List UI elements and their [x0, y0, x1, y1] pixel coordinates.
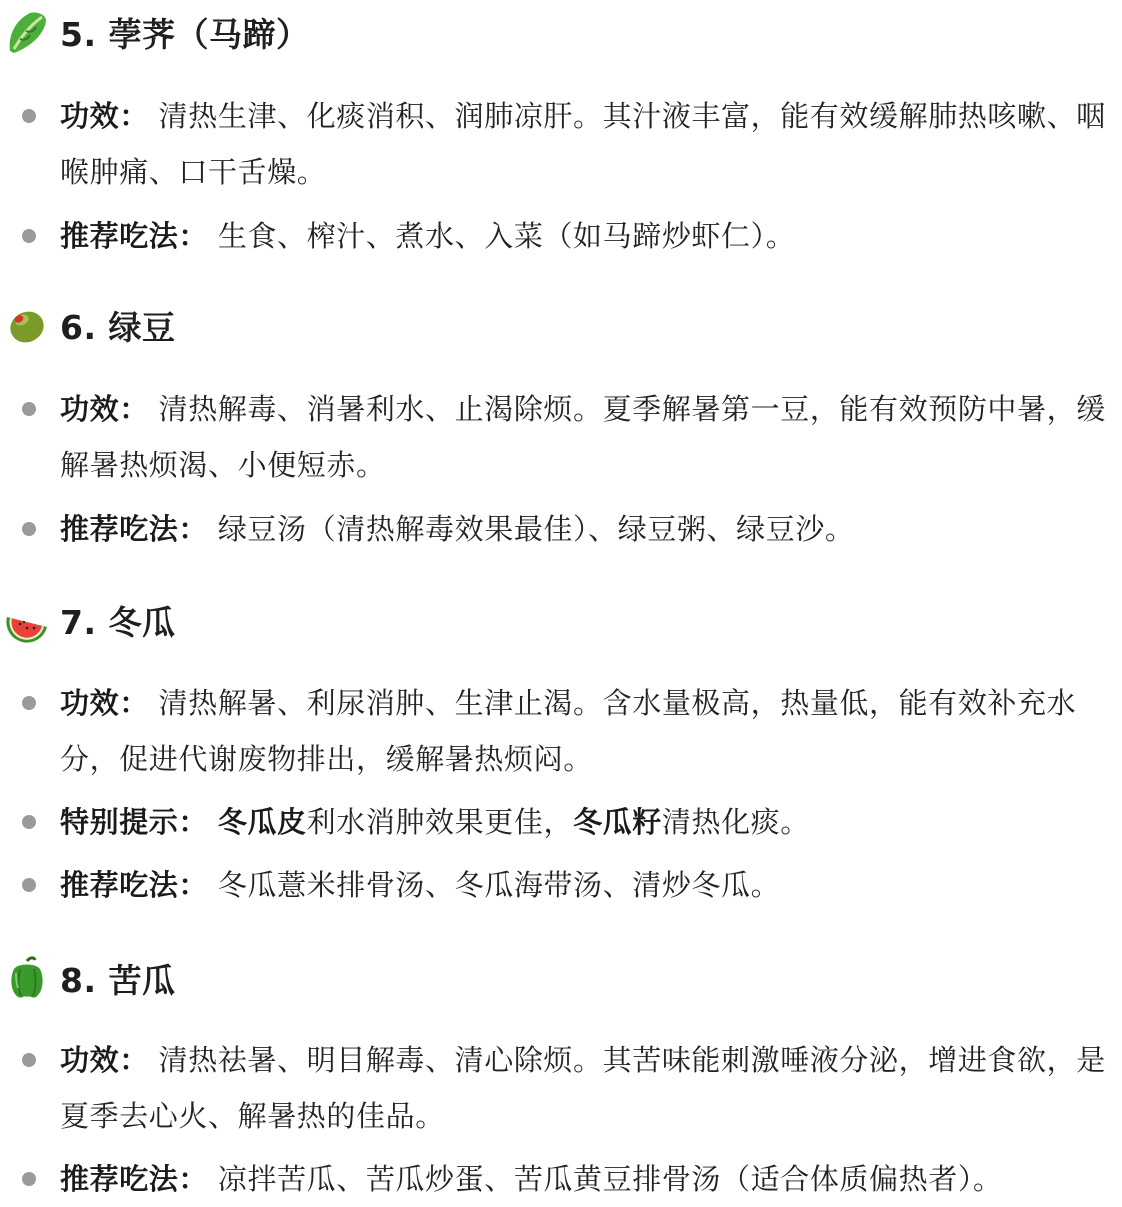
item-text	[60, 88, 1114, 200]
section-title: 7. 冬瓜	[60, 602, 176, 642]
item-text	[60, 501, 1114, 557]
item-label: 推荐吃法：	[60, 512, 209, 546]
section-heading	[0, 6, 310, 58]
item-body-lead	[208, 805, 218, 839]
item-label: 功效：	[60, 1043, 149, 1077]
bullet-dot	[22, 109, 36, 123]
item-text	[60, 857, 1114, 913]
bullet-dot	[22, 878, 36, 892]
bullet-dot	[22, 522, 36, 536]
item-body: 清热生津、化痰消积、润肺凉肝。其汁液丰富，能有效缓解肺热咳嗽、咽喉肿痛、口干舌燥。	[60, 99, 1106, 189]
watermelon-icon	[4, 597, 50, 643]
item-body-bold: 冬瓜皮	[217, 805, 307, 839]
item-label: 推荐吃法：	[60, 219, 209, 253]
item-label: 功效：	[60, 99, 149, 133]
item-text	[60, 208, 1114, 264]
bell-pepper-icon	[4, 955, 50, 1001]
item-text	[60, 1032, 1114, 1144]
item-body: 清热祛暑、明目解毒、清心除烦。其苦味能刺激唾液分泌，增进食欲，是夏季去心火、解暑热的佳品。	[60, 1043, 1106, 1133]
item-text	[60, 675, 1114, 787]
item-label: 特别提示：	[60, 805, 209, 839]
bullet-dot	[22, 696, 36, 710]
section-title: 6. 绿豆	[60, 307, 176, 347]
bullet-dot	[22, 815, 36, 829]
bullet-dot	[22, 1172, 36, 1186]
bullet-dot	[22, 402, 36, 416]
bullet-dot	[22, 229, 36, 243]
item-body: 清热化痰。	[661, 805, 810, 839]
lettuce-icon	[4, 9, 50, 55]
item-text	[60, 794, 1114, 850]
item-body: 凉拌苦瓜、苦瓜炒蛋、苦瓜黄豆排骨汤（适合体质偏热者）。	[208, 1162, 1003, 1196]
item-body-bold: 冬瓜籽	[573, 805, 662, 839]
section-heading	[0, 952, 176, 1004]
item-text	[60, 381, 1114, 493]
item-body: 冬瓜薏米排骨汤、冬瓜海带汤、清炒冬瓜。	[208, 868, 781, 902]
item-body: 清热解暑、利尿消肿、生津止渴。含水量极高，热量低，能有效补充水分，促进代谢废物排出，缓解暑热烦闷。	[60, 686, 1077, 776]
item-body: 生食、榨汁、煮水、入菜（如马蹄炒虾仁）。	[208, 219, 796, 253]
item-body: 绿豆汤（清热解毒效果最佳）、绿豆粥、绿豆沙。	[208, 512, 855, 546]
olive-icon	[4, 302, 50, 348]
item-label: 推荐吃法：	[60, 868, 209, 902]
item-body: 利水消肿效果更佳，	[306, 805, 574, 839]
item-body: 清热解毒、消暑利水、止渴除烦。夏季解暑第一豆，能有效预防中暑，缓解暑热烦渴、小便短赤。	[60, 392, 1106, 482]
section-heading	[0, 299, 176, 351]
item-label: 功效：	[60, 392, 149, 426]
section-title: 5. 荸荠（马蹄）	[60, 14, 310, 54]
item-label: 功效：	[60, 686, 149, 720]
item-text	[60, 1151, 1114, 1207]
bullet-dot	[22, 1053, 36, 1067]
section-heading	[0, 594, 176, 646]
section-title: 8. 苦瓜	[60, 960, 176, 1000]
item-label: 推荐吃法：	[60, 1162, 209, 1196]
